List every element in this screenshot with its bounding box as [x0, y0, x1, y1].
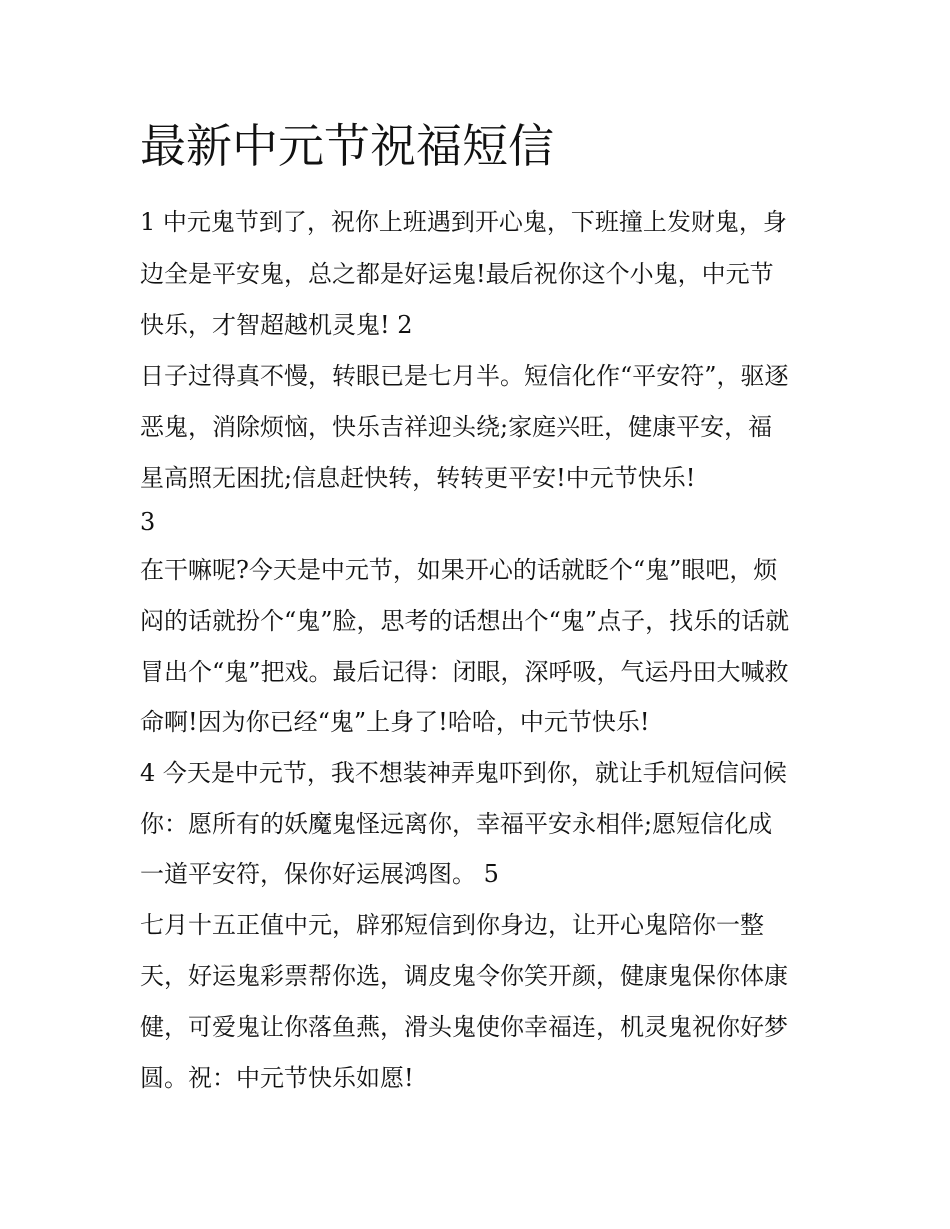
text-line: 在干嘛呢?今天是中元节，如果开心的话就眨个“鬼”眼吧，烦 — [140, 556, 778, 584]
text-line: 快乐，才智超越机灵鬼! 2 — [140, 311, 413, 339]
text-line: 圆。祝：中元节快乐如愿! — [140, 1064, 414, 1092]
text-line: 冒出个“鬼”把戏。最后记得：闭眼，深呼吸，气运丹田大喊救 — [140, 658, 789, 686]
text-line: 4 今天是中元节，我不想装神弄鬼吓到你，就让手机短信问候 — [140, 759, 787, 787]
text-line: 天，好运鬼彩票帮你选，调皮鬼令你笑开颜，健康鬼保你体康 — [140, 962, 788, 990]
text-line: 你：愿所有的妖魔鬼怪远离你，幸福平安永相伴;愿短信化成 — [140, 810, 773, 838]
text-line: 一道平安符，保你好运展鸿图。 5 — [140, 860, 499, 888]
text-line: 边全是平安鬼，总之都是好运鬼!最后祝你这个小鬼，中元节 — [140, 260, 774, 288]
text-line: 命啊!因为你已经“鬼”上身了!哈哈，中元节快乐! — [140, 708, 650, 736]
text-line: 闷的话就扮个“鬼”脸，思考的话想出个“鬼”点子，找乐的话就 — [140, 607, 790, 635]
text-line: 七月十五正值中元，辟邪短信到你身边，让开心鬼陪你一整 — [140, 911, 764, 939]
page-title: 最新中元节祝福短信 — [140, 119, 554, 173]
text-line: 1 中元鬼节到了，祝你上班遇到开心鬼，下班撞上发财鬼，身 — [140, 208, 787, 236]
text-line: 健，可爱鬼让你落鱼燕，滑头鬼使你幸福连，机灵鬼祝你好梦 — [140, 1013, 788, 1041]
text-line: 日子过得真不慢，转眼已是七月半。短信化作“平安符”，驱逐 — [140, 362, 789, 390]
text-line: 星高照无困扰;信息赶快转，转转更平安!中元节快乐! — [140, 464, 696, 492]
text-line: 恶鬼，消除烦恼，快乐吉祥迎头绕;家庭兴旺，健康平安，福 — [140, 413, 773, 441]
text-line: 3 — [140, 508, 156, 536]
